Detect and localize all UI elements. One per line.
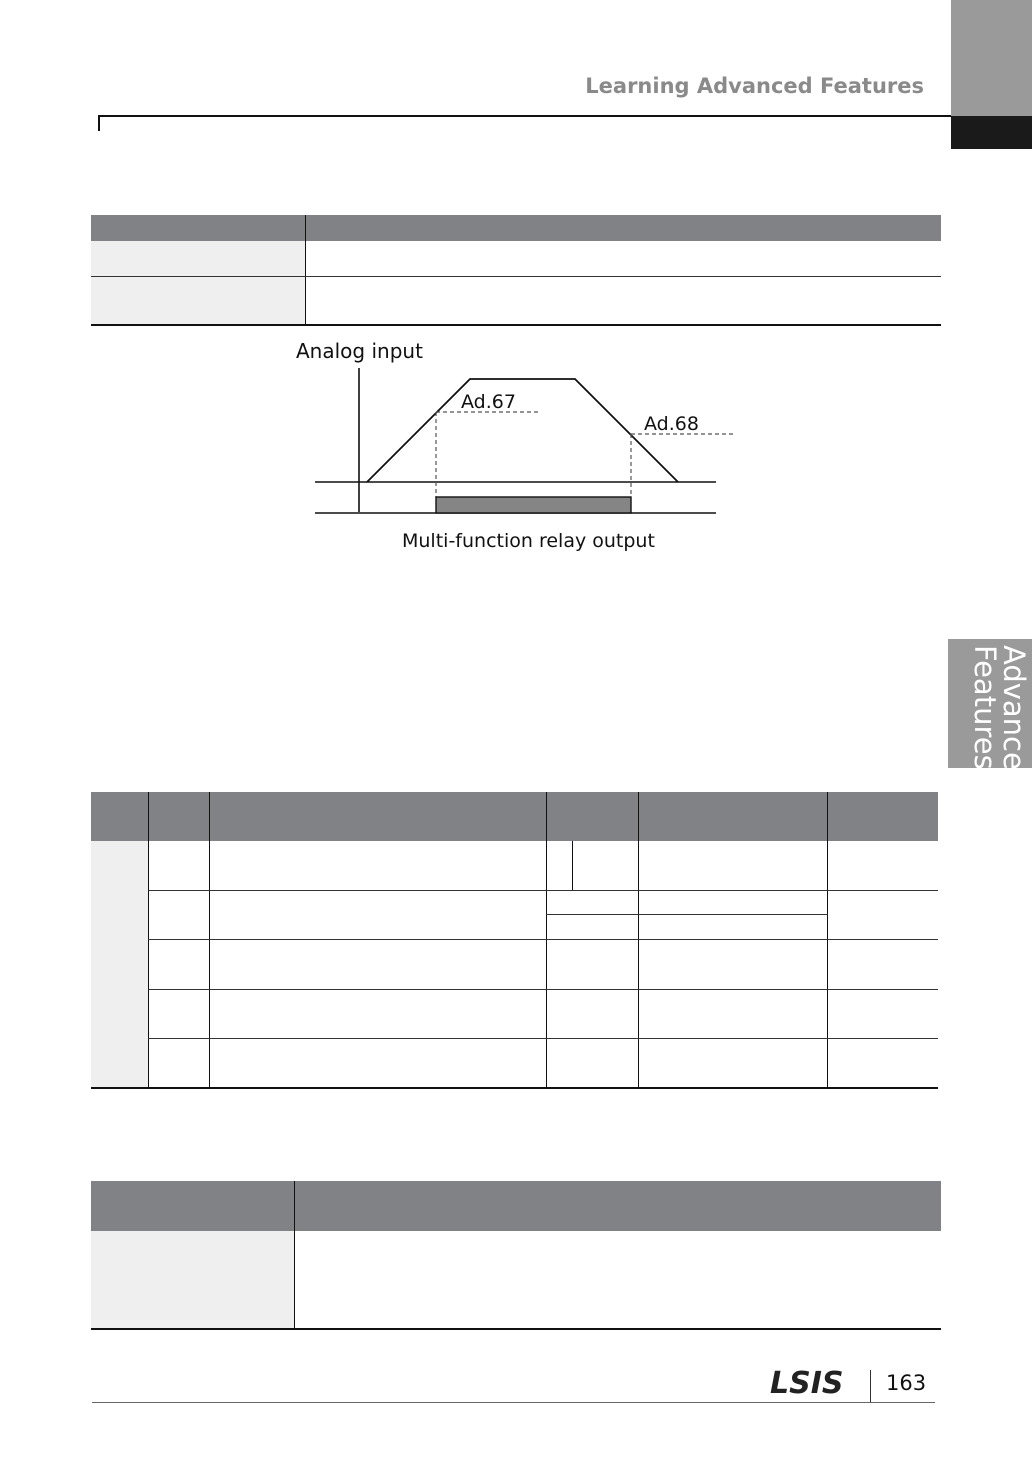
table2-header-cell xyxy=(827,792,938,841)
table3-row-desc xyxy=(294,1231,941,1329)
table2-header-cell xyxy=(209,792,546,841)
section-title: Learning Advanced Features xyxy=(585,74,924,98)
lower-level-label: Ad.68 xyxy=(644,413,699,435)
setting-table-3 xyxy=(91,1181,941,1330)
table2-setting-cell xyxy=(546,1038,638,1088)
page-number: 163 xyxy=(886,1371,927,1395)
table2-setting-cell xyxy=(546,890,638,914)
table2-range-cell xyxy=(638,841,827,890)
table2-range-cell xyxy=(638,890,827,914)
side-tab-label: Advanced Features xyxy=(968,645,1031,789)
table2-setting-cell xyxy=(572,841,638,890)
lsis-logo-text: LSIS xyxy=(770,1366,844,1397)
analog-input-waveform xyxy=(367,379,678,482)
table2-header-cell xyxy=(148,792,209,841)
table2-range-cell xyxy=(638,989,827,1038)
table2-setting-cell xyxy=(546,841,572,890)
footer-rule xyxy=(92,1402,935,1403)
table2-header-cell xyxy=(638,792,827,841)
table3-header-cell xyxy=(294,1181,941,1231)
table2-header-cell xyxy=(546,792,638,841)
footer-separator xyxy=(870,1370,871,1402)
table2-range-cell xyxy=(638,939,827,989)
table2-group-cell xyxy=(91,841,148,1088)
table2-name-cell xyxy=(209,989,546,1038)
table2-name-cell xyxy=(209,841,546,890)
relay-output-diagram xyxy=(0,0,1032,600)
table2-code-cell xyxy=(148,890,209,939)
output-label: Multi-function relay output xyxy=(402,530,655,552)
relay-on-pulse xyxy=(436,497,631,513)
table2-setting-cell xyxy=(546,989,638,1038)
lsis-logo xyxy=(770,1363,856,1397)
table2-setting-cell xyxy=(546,939,638,989)
diagram-title: Analog input xyxy=(296,339,423,363)
table2-code-cell xyxy=(148,939,209,989)
table3-header-cell xyxy=(91,1181,294,1231)
table2-range-cell xyxy=(638,1038,827,1088)
upper-level-label: Ad.67 xyxy=(461,391,516,413)
table2-range-cell xyxy=(638,914,827,939)
table2-code-cell xyxy=(148,1038,209,1088)
table2-name-cell xyxy=(209,890,546,939)
table2-unit-cell xyxy=(827,1038,938,1088)
table2-unit-cell xyxy=(827,939,938,989)
parameter-table xyxy=(91,792,938,1089)
table2-name-cell xyxy=(209,1038,546,1088)
table2-code-cell xyxy=(148,989,209,1038)
table2-unit-cell xyxy=(827,890,938,939)
table2-unit-cell xyxy=(827,989,938,1038)
table2-unit-cell xyxy=(827,841,938,890)
chapter-side-tab xyxy=(948,639,1032,789)
table2-code-cell xyxy=(148,841,209,890)
table2-name-cell xyxy=(209,939,546,989)
table2-setting-cell xyxy=(546,914,638,939)
table2-header-cell xyxy=(91,792,148,841)
table3-row-label xyxy=(91,1231,294,1329)
